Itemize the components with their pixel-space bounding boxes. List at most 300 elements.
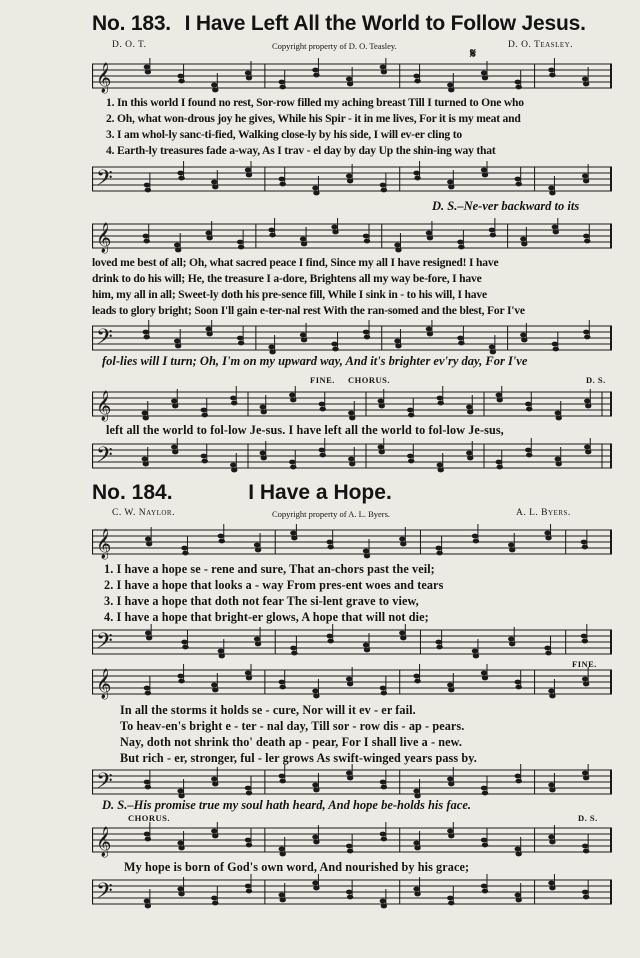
note-head bbox=[313, 840, 319, 845]
note-head bbox=[201, 454, 207, 459]
note-head bbox=[394, 243, 400, 248]
note-head bbox=[346, 844, 352, 849]
note-head bbox=[380, 780, 386, 785]
note-head bbox=[448, 185, 454, 190]
note-head bbox=[290, 398, 296, 403]
note-head bbox=[548, 881, 554, 886]
note-head bbox=[212, 185, 218, 190]
hymn-184-words-by: C. W. Naylor. bbox=[112, 508, 175, 518]
note-head bbox=[245, 71, 251, 76]
note-head bbox=[481, 838, 487, 843]
note-head bbox=[448, 901, 454, 906]
note-head bbox=[331, 342, 337, 347]
note-head bbox=[327, 639, 333, 644]
note-head bbox=[326, 540, 332, 545]
verse-line: 3. I am whol-ly sanc-ti-fied, Walking close-ly by his side, I will ev-er cling to bbox=[106, 128, 462, 141]
note-head bbox=[254, 543, 260, 548]
note-head bbox=[290, 465, 296, 470]
note-head bbox=[177, 841, 183, 846]
hymn-184-copyright: Copyright property of A. L. Byers. bbox=[272, 509, 391, 519]
chorus-mark: CHORUS. bbox=[128, 813, 170, 823]
note-head bbox=[473, 654, 479, 659]
note-head bbox=[552, 225, 558, 230]
note-head bbox=[178, 679, 184, 684]
note-head bbox=[549, 73, 555, 78]
note-head bbox=[545, 536, 551, 541]
verse-line: 4. I have a hope that bright-er glows, A hope that will not die; bbox=[104, 610, 429, 624]
note-head bbox=[144, 65, 150, 70]
note-head bbox=[413, 171, 419, 176]
note-head bbox=[320, 453, 326, 458]
note-head bbox=[549, 788, 555, 793]
verse-line: drink to do his will; He, the treasure I a-dore, Brightens all my way be-fore, I have bbox=[92, 272, 482, 285]
hymn-183-words-by: D. O. T. bbox=[112, 40, 147, 50]
note-head bbox=[312, 186, 318, 191]
note-head bbox=[481, 671, 487, 676]
note-head bbox=[245, 884, 251, 889]
note-head bbox=[280, 779, 286, 784]
note-head bbox=[427, 236, 433, 241]
note-head bbox=[290, 531, 296, 536]
note-head bbox=[457, 240, 463, 245]
note-head bbox=[143, 416, 149, 421]
verse-line: loved me best of all; Oh, what sacred peace I find, Since my all I have resigned! I have bbox=[92, 256, 499, 269]
note-head bbox=[144, 780, 150, 785]
note-head bbox=[489, 228, 495, 233]
note-head bbox=[435, 546, 441, 551]
note-head bbox=[145, 631, 151, 636]
note-head bbox=[230, 463, 236, 468]
note-head bbox=[438, 401, 444, 406]
note-head bbox=[363, 643, 369, 648]
hymn-183-heading bbox=[92, 12, 622, 36]
note-head bbox=[555, 457, 561, 462]
note-head bbox=[181, 640, 187, 645]
note-head bbox=[182, 645, 188, 650]
staff-svg bbox=[92, 386, 612, 422]
note-head bbox=[260, 405, 266, 410]
note-head bbox=[583, 849, 589, 854]
ds-text: D. S.–Ne-ver backward to its bbox=[432, 199, 580, 213]
ds-line: fol-lies will I turn; Oh, I'm on my upward way, And it's brighter ev'ry day, For I've bbox=[102, 354, 528, 368]
ds-line: D. S.–His promise true my soul hath heard, And hope be-holds his face. bbox=[102, 798, 472, 812]
note-head bbox=[585, 404, 591, 409]
note-head bbox=[447, 180, 453, 185]
note-head bbox=[280, 182, 286, 187]
note-head bbox=[346, 771, 352, 776]
segno-sign: 𝄋 bbox=[470, 47, 477, 62]
note-head bbox=[520, 333, 526, 338]
chorus-line: left all the world to fol-low Je-sus. I have left all the world to fol-low Je-sus, bbox=[106, 423, 504, 437]
note-head bbox=[584, 239, 590, 244]
staff-svg bbox=[92, 874, 612, 910]
note-head bbox=[143, 330, 149, 335]
note-head bbox=[348, 411, 354, 416]
note-head bbox=[246, 843, 252, 848]
note-head bbox=[556, 416, 562, 421]
note-head bbox=[466, 405, 472, 410]
note-head bbox=[549, 694, 555, 699]
note-head bbox=[413, 841, 419, 846]
bass-staff bbox=[92, 624, 612, 660]
note-head bbox=[246, 791, 252, 796]
note-head bbox=[395, 248, 401, 253]
note-head bbox=[583, 682, 589, 687]
verse-line: Nay, doth not shrink tho' death ap - pear, For I shall live a - new. bbox=[120, 735, 463, 749]
note-head bbox=[331, 225, 337, 230]
note-head bbox=[380, 65, 386, 70]
note-head bbox=[447, 896, 453, 901]
note-head bbox=[145, 904, 151, 909]
note-head bbox=[582, 771, 588, 776]
note-head bbox=[467, 410, 473, 415]
verse-line: To heav-en's bright e - ter - nal day, Till sor - row dis - ap - pears. bbox=[120, 719, 465, 733]
note-head bbox=[268, 345, 274, 350]
note-head bbox=[582, 174, 588, 179]
note-head bbox=[255, 642, 261, 647]
note-head bbox=[211, 180, 217, 185]
clef-icon: 𝄢 bbox=[96, 325, 113, 355]
note-head bbox=[279, 80, 285, 85]
note-head bbox=[458, 245, 464, 250]
verse-line: 1. I have a hope se - rene and sure, That an-chors past the veil; bbox=[104, 562, 435, 576]
note-head bbox=[279, 847, 285, 852]
note-head bbox=[300, 237, 306, 242]
note-head bbox=[346, 890, 352, 895]
note-head bbox=[326, 634, 332, 639]
hymn-183-copyright: Copyright property of D. O. Teasley. bbox=[272, 41, 397, 51]
note-head bbox=[175, 344, 181, 349]
note-head bbox=[245, 168, 251, 173]
note-head bbox=[482, 173, 488, 178]
note-head bbox=[202, 459, 208, 464]
note-head bbox=[447, 829, 453, 834]
note-head bbox=[515, 774, 521, 779]
note-head bbox=[280, 85, 286, 90]
note-head bbox=[508, 543, 514, 548]
clef-icon: 𝄞 bbox=[96, 529, 112, 559]
note-head bbox=[301, 242, 307, 247]
note-head bbox=[582, 545, 588, 550]
note-head bbox=[231, 401, 237, 406]
note-head bbox=[349, 416, 355, 421]
note-head bbox=[313, 886, 319, 891]
note-head bbox=[583, 179, 589, 184]
note-head bbox=[490, 233, 496, 238]
note-head bbox=[279, 680, 285, 685]
verse-line: leads to glory bright; Soon I'll gain e-ter-nal rest With the ran-somed and the blest, For I've bbox=[92, 304, 525, 317]
note-head bbox=[489, 345, 495, 350]
note-head bbox=[582, 639, 588, 644]
note-head bbox=[482, 843, 488, 848]
note-head bbox=[237, 240, 243, 245]
hymn-184-number: No. 184. bbox=[92, 481, 173, 504]
clef-icon: 𝄞 bbox=[96, 827, 112, 857]
note-head bbox=[399, 537, 405, 542]
note-head bbox=[584, 399, 590, 404]
note-head bbox=[349, 462, 355, 467]
note-head bbox=[467, 456, 473, 461]
verse-line: In all the storms it holds se - cure, Nor will it ev - er fail. bbox=[120, 703, 416, 717]
treble-staff bbox=[92, 664, 612, 700]
fine-mark: FINE. bbox=[572, 659, 597, 669]
note-head bbox=[346, 77, 352, 82]
note-head bbox=[584, 445, 590, 450]
note-head bbox=[437, 463, 443, 468]
note-head bbox=[400, 636, 406, 641]
note-head bbox=[526, 453, 532, 458]
note-head bbox=[347, 682, 353, 687]
note-head bbox=[363, 330, 369, 335]
note-head bbox=[145, 537, 151, 542]
note-head bbox=[381, 904, 387, 909]
note-head bbox=[145, 837, 151, 842]
note-head bbox=[583, 895, 589, 900]
note-head bbox=[320, 407, 326, 412]
clef-icon: 𝄢 bbox=[96, 879, 113, 909]
note-head bbox=[290, 646, 296, 651]
bass-staff bbox=[92, 320, 612, 356]
note-head bbox=[145, 188, 151, 193]
note-head bbox=[346, 174, 352, 179]
note-head bbox=[364, 335, 370, 340]
note-head bbox=[177, 74, 183, 79]
note-head bbox=[413, 789, 419, 794]
note-head bbox=[172, 404, 178, 409]
note-head bbox=[177, 789, 183, 794]
clef-icon: 𝄞 bbox=[96, 669, 112, 699]
note-head bbox=[381, 691, 387, 696]
clef-icon: 𝄞 bbox=[96, 63, 112, 93]
note-head bbox=[414, 176, 420, 181]
note-head bbox=[583, 776, 589, 781]
note-head bbox=[218, 649, 224, 654]
note-head bbox=[348, 457, 354, 462]
note-head bbox=[516, 779, 522, 784]
note-head bbox=[174, 339, 180, 344]
note-head bbox=[143, 462, 149, 467]
note-head bbox=[313, 694, 319, 699]
note-head bbox=[144, 832, 150, 837]
note-head bbox=[212, 688, 218, 693]
note-head bbox=[394, 339, 400, 344]
note-head bbox=[516, 85, 522, 90]
note-head bbox=[508, 637, 514, 642]
note-head bbox=[231, 468, 237, 473]
note-head bbox=[583, 330, 589, 335]
note-head bbox=[448, 782, 454, 787]
note-head bbox=[414, 79, 420, 84]
note-head bbox=[482, 76, 488, 81]
note-head bbox=[205, 327, 211, 332]
note-head bbox=[381, 837, 387, 842]
note-head bbox=[482, 676, 488, 681]
note-head bbox=[268, 228, 274, 233]
note-head bbox=[363, 234, 369, 239]
note-head bbox=[381, 188, 387, 193]
bass-staff bbox=[92, 874, 612, 910]
note-head bbox=[407, 408, 413, 413]
note-head bbox=[378, 399, 384, 404]
note-head bbox=[545, 651, 551, 656]
note-head bbox=[436, 551, 442, 556]
clef-icon: 𝄞 bbox=[96, 223, 112, 253]
note-head bbox=[332, 230, 338, 235]
note-head bbox=[206, 236, 212, 241]
note-head bbox=[212, 901, 218, 906]
note-head bbox=[516, 852, 522, 857]
note-head bbox=[177, 887, 183, 892]
verse-line: 3. I have a hope that doth not fear The si-lent grave to view, bbox=[104, 594, 419, 608]
note-head bbox=[172, 450, 178, 455]
note-head bbox=[327, 545, 333, 550]
note-head bbox=[414, 679, 420, 684]
note-head bbox=[472, 649, 478, 654]
note-head bbox=[219, 539, 225, 544]
note-head bbox=[255, 548, 261, 553]
note-head bbox=[437, 396, 443, 401]
note-head bbox=[313, 191, 319, 196]
staff-svg bbox=[92, 218, 612, 254]
note-head bbox=[515, 80, 521, 85]
note-head bbox=[481, 71, 487, 76]
note-head bbox=[521, 338, 527, 343]
note-head bbox=[466, 451, 472, 456]
note-head bbox=[448, 88, 454, 93]
note-head bbox=[380, 832, 386, 837]
note-head bbox=[177, 674, 183, 679]
note-head bbox=[447, 683, 453, 688]
note-head bbox=[413, 74, 419, 79]
note-head bbox=[144, 686, 150, 691]
note-head bbox=[399, 631, 405, 636]
note-head bbox=[260, 451, 266, 456]
note-head bbox=[312, 783, 318, 788]
hymn-184-title: I Have a Hope. bbox=[248, 481, 392, 504]
note-head bbox=[211, 896, 217, 901]
note-head bbox=[289, 460, 295, 465]
note-head bbox=[497, 465, 503, 470]
staff-svg bbox=[92, 58, 612, 94]
note-head bbox=[515, 177, 521, 182]
note-head bbox=[230, 396, 236, 401]
note-head bbox=[582, 677, 588, 682]
treble-staff bbox=[92, 524, 612, 560]
note-head bbox=[238, 341, 244, 346]
note-head bbox=[556, 462, 562, 467]
note-head bbox=[364, 239, 370, 244]
note-head bbox=[496, 393, 502, 398]
note-head bbox=[435, 640, 441, 645]
staff-svg bbox=[92, 664, 612, 700]
note-head bbox=[201, 408, 207, 413]
note-head bbox=[178, 79, 184, 84]
chorus-mark: CHORUS. bbox=[348, 375, 390, 385]
note-head bbox=[509, 642, 515, 647]
note-head bbox=[178, 846, 184, 851]
note-head bbox=[526, 407, 532, 412]
note-head bbox=[142, 411, 148, 416]
note-head bbox=[408, 413, 414, 418]
note-head bbox=[583, 82, 589, 87]
note-head bbox=[254, 637, 260, 642]
note-head bbox=[145, 691, 151, 696]
bass-staff bbox=[92, 438, 612, 474]
note-head bbox=[171, 399, 177, 404]
note-head bbox=[178, 176, 184, 181]
note-head bbox=[246, 676, 252, 681]
staff-svg bbox=[92, 161, 612, 197]
note-head bbox=[143, 234, 149, 239]
note-head bbox=[181, 546, 187, 551]
note-head bbox=[380, 686, 386, 691]
note-head bbox=[400, 542, 406, 547]
note-head bbox=[280, 852, 286, 857]
note-head bbox=[245, 671, 251, 676]
note-head bbox=[395, 344, 401, 349]
note-head bbox=[516, 182, 522, 187]
note-head bbox=[585, 450, 591, 455]
note-head bbox=[380, 183, 386, 188]
note-head bbox=[481, 884, 487, 889]
note-head bbox=[245, 838, 251, 843]
note-head bbox=[261, 456, 267, 461]
note-head bbox=[206, 332, 212, 337]
bass-staff bbox=[92, 764, 612, 800]
ds-mark: D. S. bbox=[586, 375, 606, 385]
note-head bbox=[279, 893, 285, 898]
note-head bbox=[381, 70, 387, 75]
note-head bbox=[364, 648, 370, 653]
note-head bbox=[548, 68, 554, 73]
note-head bbox=[521, 242, 527, 247]
note-head bbox=[427, 332, 433, 337]
note-head bbox=[212, 782, 218, 787]
note-head bbox=[413, 674, 419, 679]
chorus-line: My hope is born of God's own word, And nourished by his grace; bbox=[124, 860, 470, 874]
note-head bbox=[525, 402, 531, 407]
note-head bbox=[218, 534, 224, 539]
note-head bbox=[319, 448, 325, 453]
note-head bbox=[552, 342, 558, 347]
note-head bbox=[178, 892, 184, 897]
note-head bbox=[144, 239, 150, 244]
note-head bbox=[319, 402, 325, 407]
note-head bbox=[174, 243, 180, 248]
note-head bbox=[548, 186, 554, 191]
note-head bbox=[496, 460, 502, 465]
note-head bbox=[583, 234, 589, 239]
note-head bbox=[553, 230, 559, 235]
staff-svg bbox=[92, 524, 612, 560]
hymn-184-composer: A. L. Byers. bbox=[516, 508, 571, 518]
treble-staff bbox=[92, 58, 612, 94]
note-head bbox=[482, 889, 488, 894]
note-head bbox=[347, 895, 353, 900]
note-head bbox=[238, 245, 244, 250]
staff-svg bbox=[92, 822, 612, 858]
note-head bbox=[555, 411, 561, 416]
note-head bbox=[171, 445, 177, 450]
note-head bbox=[145, 785, 151, 790]
note-head bbox=[516, 898, 522, 903]
note-head bbox=[381, 785, 387, 790]
staff-svg bbox=[92, 320, 612, 356]
note-head bbox=[144, 899, 150, 904]
note-head bbox=[458, 341, 464, 346]
note-head bbox=[211, 83, 217, 88]
note-head bbox=[332, 347, 338, 352]
